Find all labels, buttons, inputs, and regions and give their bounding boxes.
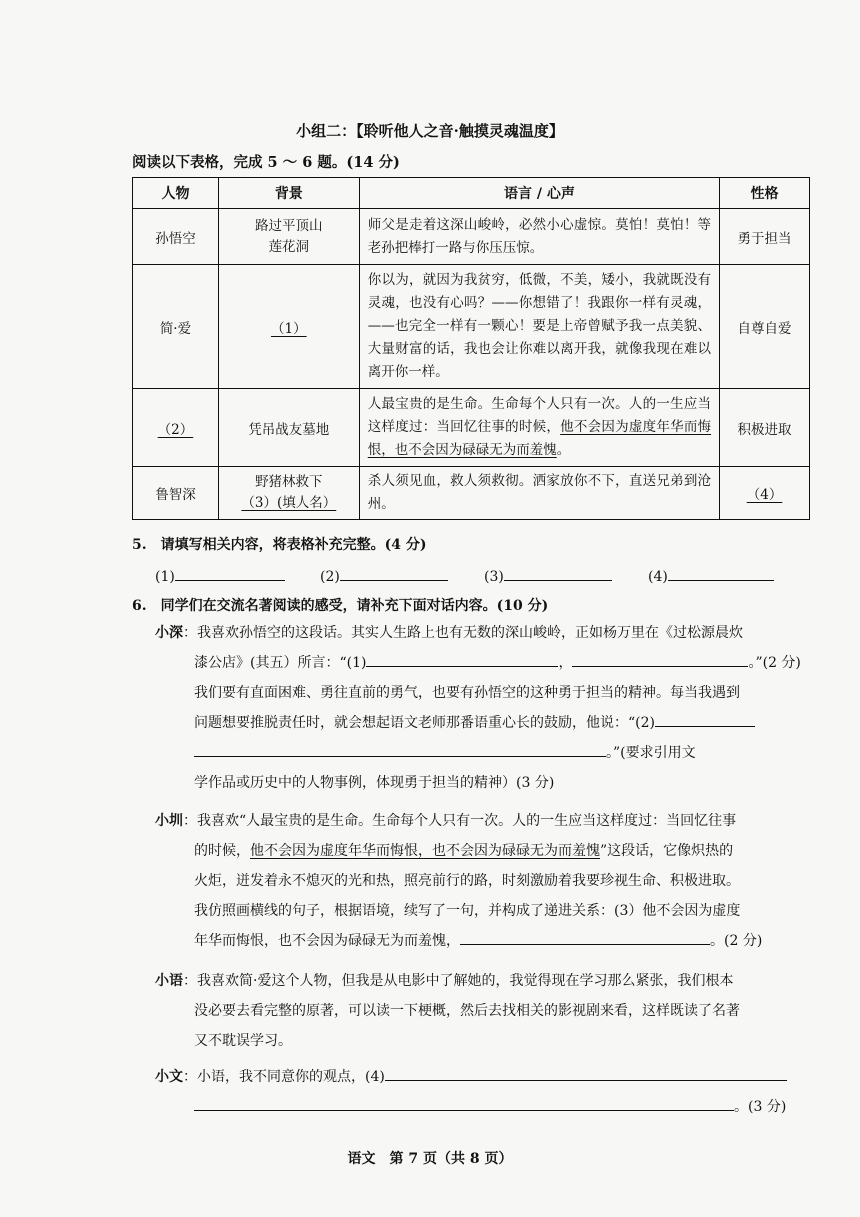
speaker-name: 小语 (155, 973, 183, 989)
cell-trait: 勇于担当 (720, 209, 810, 265)
cell-trait: 自尊自爱 (720, 265, 810, 389)
dialog-text: 。”(2 分) (748, 655, 801, 671)
q5-answer-4 (648, 564, 774, 585)
table-row (133, 209, 810, 265)
cell-person: 鲁智深 (133, 467, 219, 520)
speech-text: 。 (556, 442, 571, 458)
speech-text: 人最宝贵的是生命。生命每个人只有一次。人的一生应当这样度过：当回忆往事的时候， (367, 396, 712, 435)
dialog-text: 年华而悔恨，也不会因为碌碌无为而羞愧， (194, 933, 460, 949)
blank-label: (1) (155, 569, 175, 585)
reading-table (132, 177, 810, 520)
cell-background (218, 265, 359, 389)
header-trait: 性格 (720, 178, 810, 209)
cell-trait (720, 467, 810, 520)
blank-label: (3) (484, 569, 504, 585)
dialog-text: 又不耽误学习。 (194, 1033, 292, 1049)
underlined-sentence: 他不会因为虚度年华而悔恨，也不会因为碌碌无为而羞愧 (367, 419, 712, 458)
instructions: 阅读以下表格，完成 5 ～ 6 题。(14 分) (132, 154, 400, 171)
answer-line[interactable] (504, 564, 612, 581)
cell-speech: 杀人须见血，救人须救彻。洒家放你不下，直送兄弟到沧州。 (359, 467, 719, 520)
dialog-text: 。(2 分) (710, 933, 763, 949)
dialog-text: 的时候， (194, 843, 250, 859)
dialog-xiaoshen (155, 618, 815, 798)
q5-answer-2 (320, 564, 448, 585)
background-line: 莲花洞 (268, 238, 310, 255)
dialog-text: ：小语，我不同意你的观点，(4) (183, 1069, 385, 1085)
cell-background (218, 209, 359, 265)
cell-person (133, 389, 219, 467)
header-background: 背景 (218, 178, 359, 209)
dialog-text: 。(3 分) (734, 1099, 787, 1115)
question-6: 6. 同学们在交流名著阅读的感受，请补充下面对话内容。(10 分) (132, 598, 549, 614)
dialog-text: ”这段话，它像炽热的 (600, 843, 734, 859)
answer-line[interactable] (385, 1064, 787, 1081)
blank-4: （4） (746, 487, 783, 503)
dialog-text: 问题想要推脱责任时，就会想起语文老师那番语重心长的鼓励，他说：“(2) (194, 715, 655, 731)
dialog-text: ：我喜欢孙悟空的这段话。其实人生路上也有无数的深山峻岭，正如杨万里在《过松源晨炊 (183, 625, 743, 641)
cell-person: 孙悟空 (133, 209, 219, 265)
cell-trait: 积极进取 (720, 389, 810, 467)
q5-answer-1 (155, 564, 285, 585)
table-row (133, 467, 810, 520)
dialog-text: 我仿照画横线的句子，根据语境，续写了一句，并构成了递进关系：(3）他不会因为虚度 (194, 903, 741, 919)
dialog-text: 火炬，迸发着永不熄灭的光和热，照亮前行的路，时刻激励着我要珍视生命、积极进取。 (194, 873, 740, 889)
blank-3: （3）(填人名） (241, 495, 337, 511)
underlined-sentence: 他不会因为虚度年华而悔恨，也不会因为碌碌无为而羞愧 (250, 843, 600, 859)
table-row (133, 265, 810, 389)
cell-background: 凭吊战友墓地 (218, 389, 359, 467)
background-line: 野猪林救下 (255, 474, 323, 490)
answer-line[interactable] (655, 710, 755, 727)
dialog-text: ：我喜欢“人最宝贵的是生命。生命每个人只有一次。人的一生应当这样度过：当回忆往事 (183, 813, 737, 829)
answer-line[interactable] (572, 650, 748, 667)
cell-speech: 你以为，就因为我贫穷，低微，不美，矮小，我就既没有灵魂，也没有心吗？——你想错了！我跟你一样有灵魂，——也完全一样有一颗心！要是上帝曾赋予我一点美貌、大量财富的话，我也会让你难以离开我，就像我现在难以离开你一样。 (359, 265, 719, 389)
dialog-text: 我们要有直面困难、勇往直前的勇气，也要有孙悟空的这种勇于担当的精神。每当我遇到 (194, 685, 740, 701)
dialog-text: ：我喜欢简·爱这个人物，但我是从电影中了解她的，我觉得现在学习那么紧张，我们根本 (183, 973, 734, 989)
blank-1: （1） (271, 320, 307, 337)
section-title: 小组二：【聆听他人之音·触摸灵魂温度】 (296, 122, 564, 140)
dialog-text: 学作品或历史中的人物事例，体现勇于担当的精神）(3 分) (194, 775, 555, 791)
cell-background (218, 467, 359, 520)
answer-line[interactable] (668, 564, 774, 581)
table-header-row (133, 178, 810, 209)
answer-line[interactable] (194, 1094, 734, 1111)
answer-line[interactable] (366, 650, 558, 667)
header-speech: 语言 / 心声 (359, 178, 719, 209)
question-5: 5. 请填写相关内容，将表格补充完整。(4 分) (132, 537, 427, 553)
answer-line[interactable] (194, 740, 606, 757)
dialog-text: 。”(要求引用文 (606, 745, 696, 761)
table-row (133, 389, 810, 467)
q5-answer-3 (484, 564, 612, 585)
dialog-text: 没必要去看完整的原著，可以读一下梗概，然后去找相关的影视剧来看，这样既读了名著 (194, 1003, 740, 1019)
page-footer: 语文 第 7 页（共 8 页） (347, 1151, 513, 1167)
speaker-name: 小深 (155, 625, 183, 641)
blank-label: (4) (648, 569, 668, 585)
dialog-xiaozhen (155, 806, 815, 956)
blank-label: (2) (320, 569, 340, 585)
blank-2: （2） (157, 421, 194, 438)
answer-line[interactable] (175, 564, 285, 581)
dialog-text: 漆公店》(其五）所言：“(1) (194, 655, 367, 671)
speaker-name: 小文 (155, 1069, 183, 1085)
dialog-xiaowen (155, 1062, 815, 1122)
header-person: 人物 (133, 178, 219, 209)
background-line: 路过平顶山 (255, 217, 323, 234)
dialog-xiaoyu (155, 966, 815, 1056)
speaker-name: 小圳 (155, 813, 183, 829)
dialog-text: ， (558, 655, 573, 671)
cell-speech (359, 389, 719, 467)
cell-speech: 师父是走着这深山峻岭，必然小心虚惊。莫怕！莫怕！等老孙把棒打一路与你压压惊。 (359, 209, 719, 265)
cell-person: 简·爱 (133, 265, 219, 389)
answer-line[interactable] (460, 928, 710, 945)
answer-line[interactable] (340, 564, 448, 581)
